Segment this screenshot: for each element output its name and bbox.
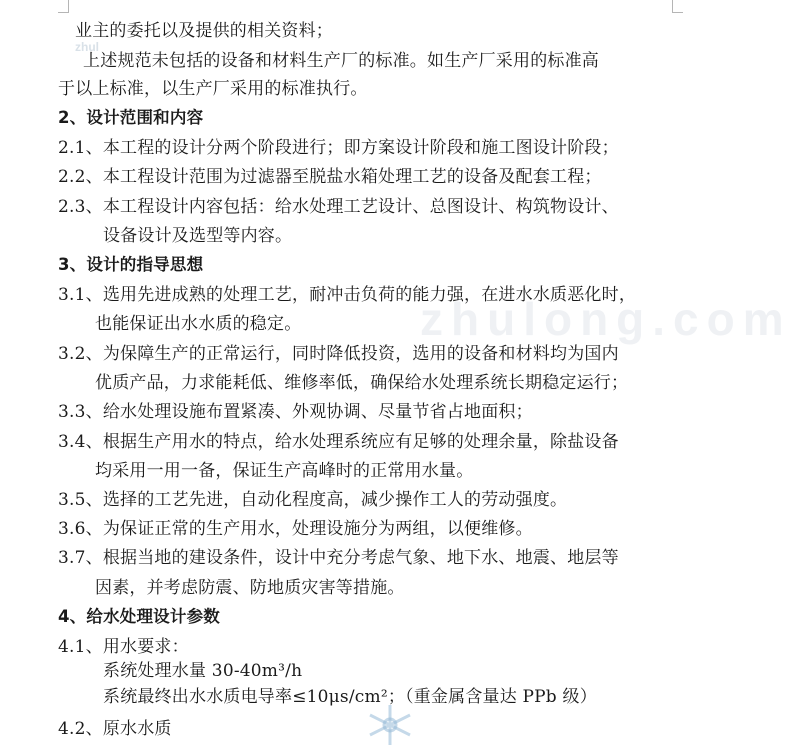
paragraph-line: 业主的委托以及提供的相关资料； — [75, 21, 333, 41]
section-heading: 3、设计的指导思想 — [58, 255, 204, 274]
paragraph-line: 于以上标准，以生产厂采用的标准执行。 — [58, 79, 368, 99]
paragraph-line: 上述规范未包括的设备和材料生产厂的标准。如生产厂采用的标准高 — [83, 51, 599, 71]
watermark-text: zhulong.com — [420, 293, 792, 345]
page-corner-mark-left — [58, 0, 69, 13]
paragraph-line: 3.7、根据当地的建设条件，设计中充分考虑气象、地下水、地震、地层等 — [58, 548, 619, 568]
paragraph-line: 因素，并考虑防震、防地质灾害等措施。 — [95, 578, 405, 598]
paragraph-line: 3.2、为保障生产的正常运行，同时降低投资，选用的设备和材料均为国内 — [58, 344, 619, 364]
section-heading: 4、给水处理设计参数 — [58, 607, 220, 626]
paragraph-line: 4.1、用水要求： — [58, 637, 189, 657]
paragraph-line: 3.4、根据生产用水的特点，给水处理系统应有足够的处理余量，除盐设备 — [58, 432, 619, 452]
page-corner-mark-right — [672, 0, 683, 13]
paragraph-line: 2.3、本工程设计内容包括：给水处理工艺设计、总图设计、构筑物设计、 — [58, 197, 619, 217]
section-heading: 2、设计范围和内容 — [58, 108, 204, 127]
paragraph-line: 3.5、选择的工艺先进，自动化程度高，减少操作工人的劳动强度。 — [58, 490, 568, 510]
paragraph-line: 3.1、选用先进成熟的处理工艺，耐冲击负荷的能力强，在进水水质恶化时， — [58, 285, 637, 305]
paragraph-line: 均采用一用一备，保证生产高峰时的正常用水量。 — [95, 461, 474, 481]
paragraph-line: 4.2、原水水质 — [58, 719, 172, 739]
watermark-small: zhul — [75, 40, 99, 54]
paragraph-line: 优质产品，力求能耗低、维修率低，确保给水处理系统长期稳定运行； — [95, 373, 629, 393]
paragraph-line: 设备设计及选型等内容。 — [103, 226, 293, 246]
paragraph-line: 系统最终出水水质电导率≤10μs/cm²；（重金属含量达 PPb 级） — [103, 687, 597, 707]
paragraph-line: 2.1、本工程的设计分两个阶段进行；即方案设计阶段和施工图设计阶段； — [58, 138, 619, 158]
paragraph-line: 3.3、给水处理设施布置紧凑、外观协调、尽量节省占地面积； — [58, 402, 533, 422]
paragraph-line: 也能保证出水水质的稳定。 — [95, 314, 302, 334]
paragraph-line: 系统处理水量 30-40m³/h — [103, 661, 303, 681]
paragraph-line: 3.6、为保证正常的生产用水，处理设施分为两组，以便维修。 — [58, 519, 533, 539]
paragraph-line: 2.2、本工程设计范围为过滤器至脱盐水箱处理工艺的设备及配套工程； — [58, 167, 602, 187]
